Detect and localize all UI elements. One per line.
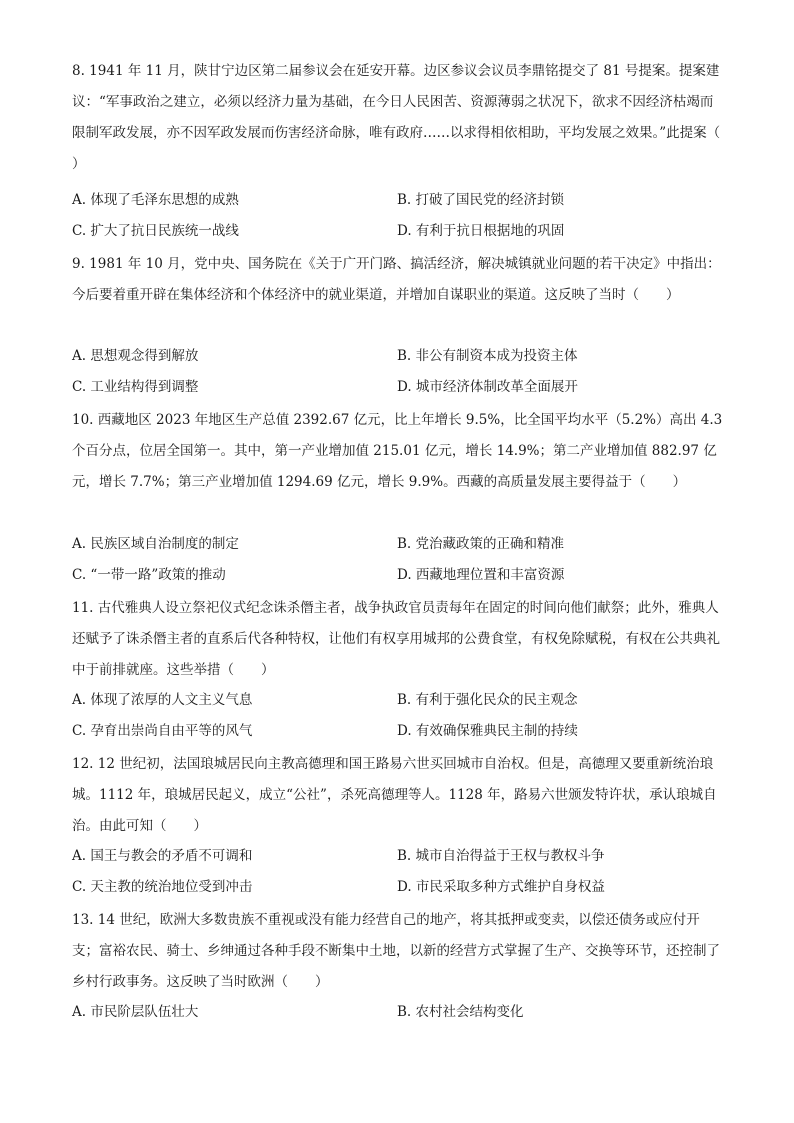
question-11-stem: 11. 古代雅典人设立祭祀仪式纪念诛杀僭主者，战争执政官员责每年在固定的时间向他们献祭；此外，雅典人还赋予了诛杀僭主者的直系后代各种特权，让他们有权享用城邦的公费食堂，有权免除赋税，有权在公共典礼中于前排就座。这些举措（ ）	[72, 600, 720, 678]
question-9-options	[72, 341, 724, 403]
option-a: A. 体现了浓厚的人文主义气息	[72, 692, 253, 708]
option-b: B. 有利于强化民众的民主观念	[397, 692, 578, 708]
question-13-options	[72, 997, 724, 1028]
option-d: D. 城市经济体制改革全面展开	[397, 379, 578, 395]
option-a: A. 思想观念得到解放	[72, 348, 199, 364]
question-13-stem: 13. 14 世纪，欧洲大多数贵族不重视或没有能力经营自己的地产，将其抵押或变卖，以偿还债务或应付开支；富裕农民、骑士、乡绅通过各种手段不断集中土地，以新的经营方式掌握了生产、交换等环节，还控制了乡村行政事务。这反映了当时欧洲（ ）	[72, 912, 720, 990]
option-c: C. “一带一路”政策的推动	[72, 567, 226, 583]
option-b: B. 农村社会结构变化	[397, 1004, 524, 1020]
option-b: B. 非公有制资本成为投资主体	[397, 348, 578, 364]
question-12-stem: 12. 12 世纪初，法国琅城居民向主教高德理和国王路易六世买回城市自治权。但是，高德理又要重新统治琅城。1112 年，琅城居民起义，成立“公社”，杀死高德理等人。1128 年，路易六世颁发特许状，承认琅城自治。由此可知（ ）	[72, 756, 717, 834]
option-a: A. 国王与教会的矛盾不可调和	[72, 848, 253, 864]
question-9-stem: 9. 1981 年 10 月，党中央、国务院在《关于广开门路、搞活经济，解决城镇就业问题的若干决定》中指出：今后要着重开辟在集体经济和个体经济中的就业渠道，并增加自谋职业的渠道。这反映了当时（ ）	[72, 256, 721, 303]
option-a: A. 民族区域自治制度的制定	[72, 536, 239, 552]
option-d: D. 市民采取多种方式维护自身权益	[397, 879, 605, 895]
option-a: A. 体现了毛泽东思想的成熟	[72, 192, 239, 208]
option-b: B. 党治藏政策的正确和精准	[397, 536, 565, 552]
option-b: B. 打破了国民党的经济封锁	[397, 192, 565, 208]
option-a: A. 市民阶层队伍壮大	[72, 1004, 199, 1020]
option-c: C. 孕育出崇尚自由平等的风气	[72, 723, 253, 739]
option-c: C. 天主教的统治地位受到冲击	[72, 879, 253, 895]
option-d: D. 西藏地理位置和丰富资源	[397, 567, 565, 583]
question-12-options	[72, 841, 724, 903]
question-8-options	[72, 185, 724, 247]
option-c: C. 工业结构得到调整	[72, 379, 199, 395]
option-d: D. 有利于抗日根据地的巩固	[397, 223, 565, 239]
question-8-stem: 8. 1941 年 11 月，陕甘宁边区第二届参议会在延安开幕。边区参议会议员李鼎铭提交了 81 号提案。提案建议：“军事政治之建立，必须以经济力量为基础，在今日人民困苦、资源薄弱之状况下，欲求不因经济枯竭而限制军政发展，亦不因军政发展而伤害经济命脉，唯有政府……以求得相依相助，平均发展之效果。”此提案（ ）	[72, 63, 748, 172]
option-b: B. 城市自治得益于王权与教权斗争	[397, 848, 605, 864]
option-c: C. 扩大了抗日民族统一战线	[72, 223, 239, 239]
question-10-options	[72, 529, 724, 591]
question-11-options	[72, 685, 724, 747]
question-10-stem: 10. 西藏地区 2023 年地区生产总值 2392.67 亿元，比上年增长 9.5%，比全国平均水平（5.2%）高出 4.3 个百分点，位居全国第一。其中，第一产业增加值 215.01 亿元，增长 14.9%；第二产业增加值 882.97 亿元，增长 7.7%；第三产业增加值 1294.69 亿元，增长 9.9%。西藏的高质量发展主要得益于（ ）	[72, 412, 727, 490]
option-d: D. 有效确保雅典民主制的持续	[397, 723, 578, 739]
